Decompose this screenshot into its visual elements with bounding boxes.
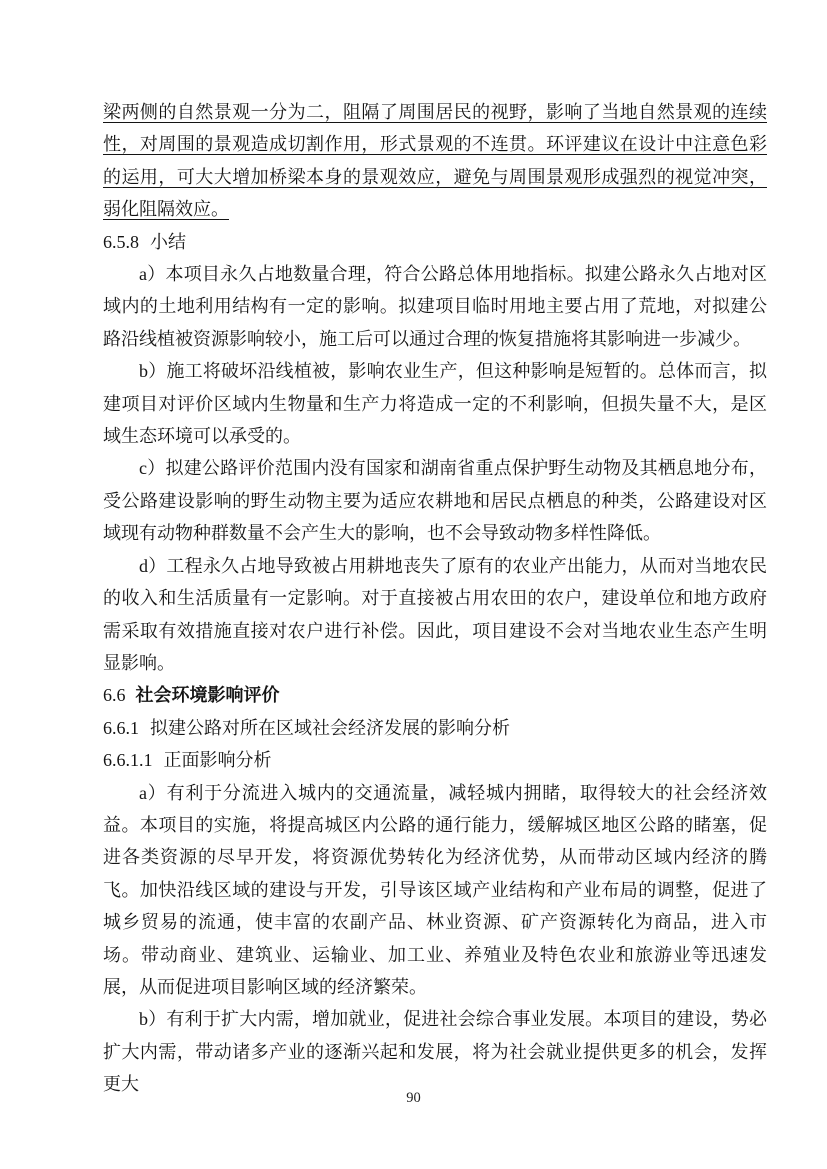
paragraph-summary-d: d）工程永久占地导致被占用耕地丧失了原有的农业产出能力，从而对当地农民的收入和生活质量有一定影响。对于直接被占用农田的农户，建设单位和地方政府需采取有效措施直接对农户进行补偿。因此，项目建设不会对当地农业生态产生明显影响。 xyxy=(103,555,767,673)
page-number: 90 xyxy=(406,1090,421,1106)
paragraph-summary-a: a）本项目永久占地数量合理，符合公路总体用地指标。拟建公路永久占地对区域内的土地利用结构有一定的影响。拟建项目临时用地主要占用了荒地，对拟建公路沿线植被资源影响较小，施工后可以通过合理的恢复措施将其影响进一步减少。 xyxy=(103,264,767,349)
section-number: 6.6.1 xyxy=(103,717,139,738)
section-number: 6.5.8 xyxy=(103,231,139,252)
paragraph-positive-a: a）有利于分流进入城内的交通流量，减轻城内拥睹，取得较大的社会经济效益。本项目的实施，将提高城区内公路的通行能力，缓解城区地区公路的睹塞，促进各类资源的尽早开发，将资源优势转化为经济优势，从而带动区域内经济的腾飞。加快沿线区域的建设与开发，引导该区域产业结构和产业布局的调整，促进了城乡贸易的流通，使丰富的农副产品、林业资源、矿产资源转化为商品，进入市场。带动商业、建筑业、运输业、加工业、养殖业及特色农业和旅游业等迅速发展，从而促进项目影响区域的经济繁荣。 xyxy=(103,782,767,997)
continued-paragraph: 梁两侧的自然景观一分为二，阻隔了周围居民的视野，影响了当地自然景观的连续性，对周围的景观造成切割作用，形式景观的不连贯。环评建议在设计中注意色彩的运用，可大大增加桥梁本身的景观效应，避免与周围景观形成强烈的视觉冲突，弱化阻隔效应。 xyxy=(103,102,767,220)
section-number: 6.6 xyxy=(103,685,126,706)
section-heading-6-5-8 xyxy=(103,226,767,258)
section-title: 社会环境影响评价 xyxy=(135,685,280,706)
page-content xyxy=(103,96,767,1101)
section-number: 6.6.1.1 xyxy=(103,750,153,771)
section-heading-6-6 xyxy=(103,679,767,711)
section-heading-6-6-1-1 xyxy=(103,744,767,776)
paragraph-summary-b: b）施工将破坏沿线植被，影响农业生产，但这种影响是短暂的。总体而言，拟建项目对评价区域内生物量和生产力将造成一定的不利影响，但损失量不大，是区域生态环境可以承受的。 xyxy=(103,361,767,447)
page-footer xyxy=(0,1090,827,1107)
paragraph-summary-c: c）拟建公路评价范围内没有国家和湖南省重点保护野生动物及其栖息地分布，受公路建设影响的野生动物主要为适应农耕地和居民点栖息的种类，公路建设对区域现有动物种群数量不会产生大的影响，也不会导致动物多样性降低。 xyxy=(103,458,767,544)
paragraph-positive-b: b）有利于扩大内需，增加就业，促进社会综合事业发展。本项目的建设，势必扩大内需，带动诸多产业的逐渐兴起和发展，将为社会就业提供更多的机会，发挥更大 xyxy=(103,1009,767,1095)
section-title: 拟建公路对所在区域社会经济发展的影响分析 xyxy=(150,717,510,738)
section-title: 正面影响分析 xyxy=(163,750,272,771)
section-title: 小结 xyxy=(150,231,186,252)
section-heading-6-6-1 xyxy=(103,712,767,744)
